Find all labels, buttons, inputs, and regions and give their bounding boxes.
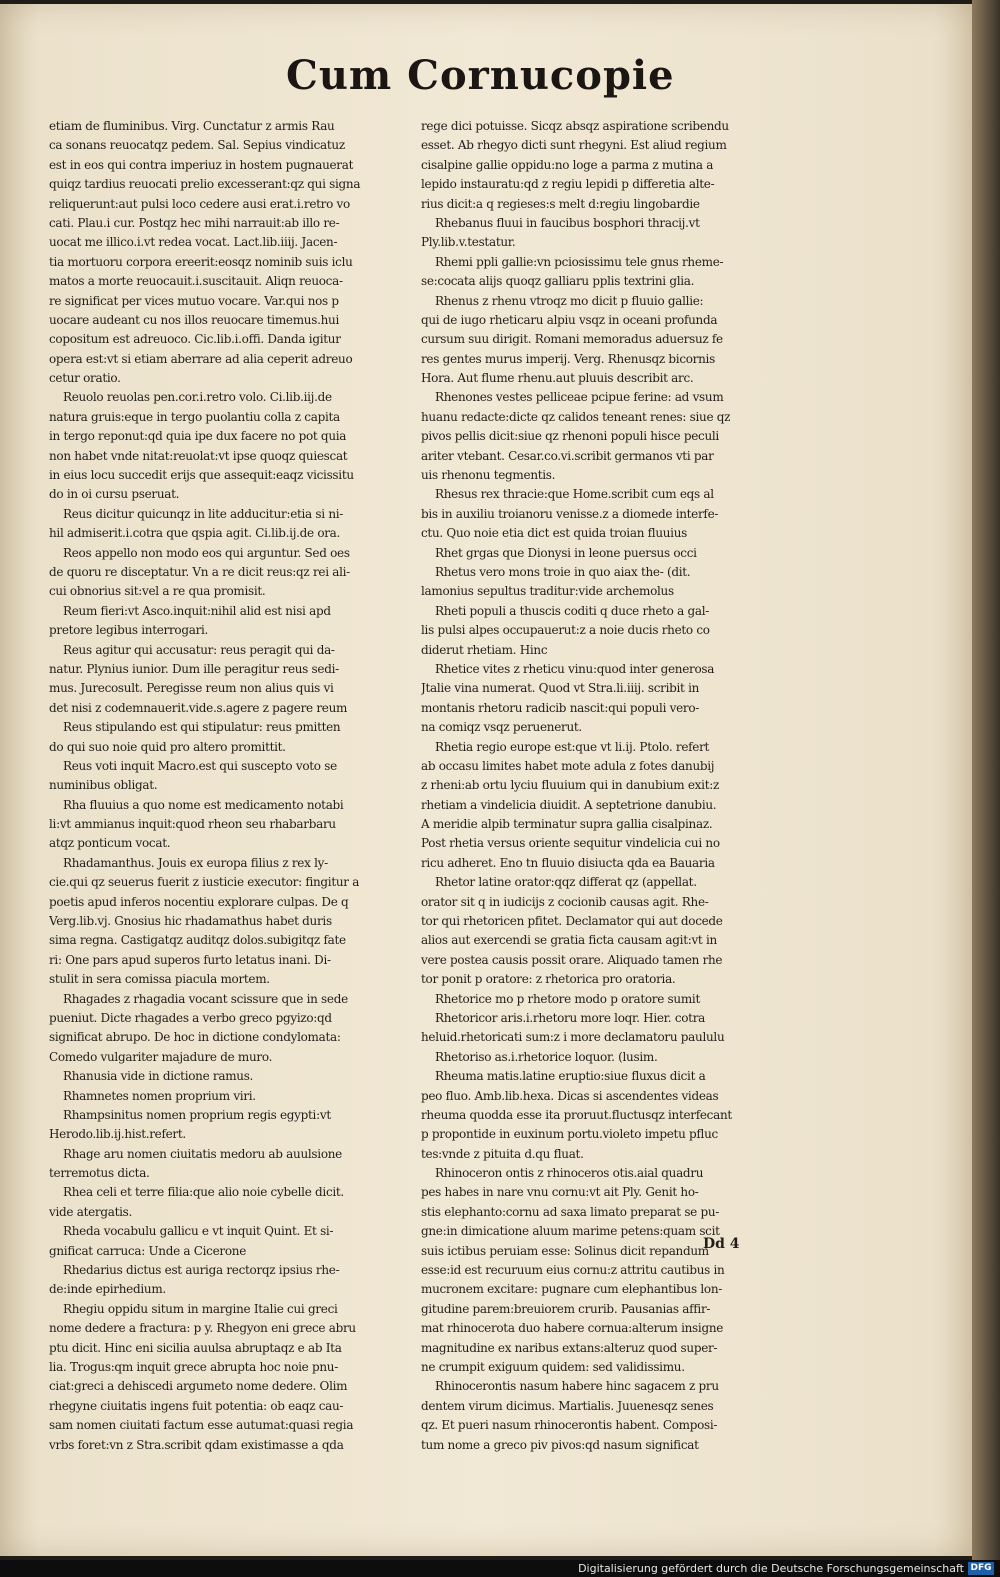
- text-line: lamonius sepultus traditur:vide archemolus: [421, 584, 674, 599]
- text-line: Reus dicitur quicunqz in lite adducitur:etia si ni-: [63, 506, 344, 521]
- text-line: cetur oratio.: [49, 371, 121, 386]
- text-line: re significat per vices mutuo vocare. Var.qui nos p: [49, 293, 339, 308]
- text-line: Rhage aru nomen ciuitatis medoru ab auulsione: [63, 1146, 342, 1161]
- text-line: A meridie alpib terminatur supra gallia cisalpinaz.: [421, 817, 713, 832]
- text-line: bis in auxiliu troianoru venisse.z a diomede interfe-: [421, 506, 719, 521]
- text-line: Rhadamanthus. Jouis ex europa filius z rex ly-: [63, 855, 328, 870]
- text-line: numinibus obligat.: [49, 778, 158, 793]
- text-line: Rhea celi et terre filia:que alio noie cybelle dicit.: [63, 1185, 344, 1200]
- text-line: Rhemi ppli gallie:vn pciosissimu tele gnus rheme-: [435, 254, 724, 269]
- text-line: huanu redacte:dicte qz calidos teneant renes: siue qz: [421, 409, 731, 424]
- text-line: sima regna. Castigatqz auditqz dolos.subigitqz fate: [49, 933, 346, 948]
- text-line: ab occasu limites habet mote adula z fotes danubij: [421, 758, 715, 773]
- text-line: pretore legibus interrogari.: [49, 623, 209, 638]
- text-line: Rhetice vites z rheticu vinu:quod inter generosa: [435, 661, 715, 676]
- text-line: vere postea causis possit orare. Aliquado tamen rhe: [421, 952, 723, 967]
- text-line: z rheni:ab ortu lyciu fluuium qui in danubium exit:z: [421, 778, 719, 793]
- text-line: ctu. Quo noie etia dict est quida troian fluuius: [421, 526, 687, 541]
- text-line: significat abrupo. De hoc in dictione condylomata:: [49, 1030, 341, 1045]
- text-line: heluid.rhetoricati sum:z i more declamatoru paululu: [421, 1030, 725, 1045]
- text-line: Rhetus vero mons troie in quo aiax the- (dit.: [435, 564, 691, 579]
- text-line: alios aut exercendi se gratia ficta causam agit:vt in: [421, 933, 717, 948]
- left-text-column: [49, 117, 401, 1455]
- text-line: tum nome a greco piv pivos:qd nasum significat: [421, 1437, 699, 1452]
- text-line: mat rhinocerota duo habere cornua:alterum insigne: [421, 1321, 724, 1336]
- text-line: do qui suo noie quid pro altero promittit.: [49, 739, 286, 754]
- running-head: Cum Cornucopie: [286, 52, 675, 99]
- text-line: in eius locu succedit erijs que assequit:eaqz vicissitu: [49, 468, 354, 483]
- funding-notice: Digitalisierung gefördert durch die Deutsche Forschungsgemeinschaft: [578, 1562, 964, 1575]
- text-line: ricu adheret. Eno tn fluuio disiucta qda ea Bauaria: [421, 855, 715, 870]
- text-line: Reos appello non modo eos qui arguntur. Sed oes: [63, 545, 350, 560]
- text-line: Rhet grgas que Dionysi in leone puersus occi: [435, 545, 697, 560]
- text-line: ciat:greci a dehiscedi argumeto nome dedere. Olim: [49, 1379, 348, 1394]
- text-line: natura gruis:eque in tergo puolantiu colla z capita: [49, 409, 340, 424]
- text-line: ne crumpit exiguum quidem: sed validissimu.: [421, 1360, 685, 1374]
- text-line: esse:id est recuruum eius cornu:z attritu cautibus in: [421, 1263, 725, 1278]
- text-line: peo fluo. Amb.lib.hexa. Dicas si ascendentes videas: [421, 1088, 719, 1103]
- text-line: tor qui rhetoricen pfitet. Declamator qui aut docede: [421, 914, 723, 929]
- text-line: Jtalie vina numerat. Quod vt Stra.li.iiij. scribit in: [421, 681, 700, 696]
- text-line: cui obnorius sit:vel a re qua promisit.: [49, 584, 266, 599]
- text-line: est in eos qui contra imperiuz in hostem pugnauerat: [49, 157, 354, 172]
- text-line: etiam de fluminibus. Virg. Cunctatur z armis Rau: [49, 119, 335, 133]
- text-line: dentem virum dicimus. Martialis. Juuenesqz senes: [421, 1398, 714, 1413]
- text-line: hil admiserit.i.cotra que qspia agit. Ci.lib.ij.de ora.: [49, 526, 341, 541]
- text-line: matos a morte reuocauit.i.suscitauit. Aliqn reuoca-: [49, 274, 343, 289]
- text-line: Rhegiu oppidu situm in margine Italie cui greci: [63, 1301, 338, 1316]
- text-line: Rhamnetes nomen proprium viri.: [63, 1088, 256, 1103]
- text-line: quiqz tardius reuocati prelio excesserant:qz qui signa: [49, 177, 361, 192]
- text-line: nome dedere a fractura: p y. Rhegyon eni grece abru: [49, 1321, 356, 1336]
- text-line: do in oi cursu pseruat.: [49, 487, 180, 502]
- text-line: Rhinocerontis nasum habere hinc sagacem z pru: [435, 1379, 719, 1394]
- text-line: copositum est adreuoco. Cic.lib.i.offi. Danda igitur: [49, 332, 341, 347]
- text-line: natur. Plynius iunior. Dum ille peragitur reus sedi-: [49, 661, 339, 676]
- text-line: pes habes in nare vnu cornu:vt ait Ply. Genit ho-: [421, 1185, 699, 1200]
- text-line: cati. Plau.i cur. Postqz hec mihi narrauit:ab illo re-: [49, 215, 340, 230]
- text-line: p propontide in euxinum portu.violeto impetu pfluc: [421, 1127, 718, 1142]
- text-line: pueniut. Dicte rhagades a verbo greco pgyizo:qd: [49, 1010, 332, 1025]
- text-line: Rhanusia vide in dictione ramus.: [63, 1069, 254, 1084]
- text-line: ariter vtebant. Cesar.co.vi.scribit germanos vti par: [421, 448, 714, 463]
- text-line: in tergo reponut:qd quia ipe dux facere no pot quia: [49, 429, 347, 444]
- text-line: res gentes murus imperij. Verg. Rhenusqz bicornis: [421, 351, 715, 366]
- text-line: ri: One pars apud superos furto letatus inani. Di-: [49, 952, 331, 967]
- text-line: lis pulsi alpes occupauerut:z a noie ducis rheto co: [421, 623, 710, 638]
- text-line: tor ponit p oratore: z rhetorica pro oratoria.: [421, 972, 676, 987]
- text-line: lepido instauratu:qd z regiu lepidi p differetia alte-: [421, 177, 715, 192]
- text-line: sam nomen ciuitati factum esse autumat:quasi regia: [49, 1418, 354, 1433]
- text-line: gitudine parem:breuiorem crurib. Pausanias affir-: [421, 1301, 711, 1316]
- text-line: Rhedarius dictus est auriga rectorqz ipsius rhe-: [63, 1263, 340, 1278]
- text-line: rege dici potuisse. Sicqz absqz aspiratione scribendu: [421, 119, 729, 133]
- text-line: Reus voti inquit Macro.est qui suscepto voto se: [63, 758, 337, 773]
- text-line: Rhetoriso as.i.rhetorice loquor. (lusim.: [435, 1049, 658, 1064]
- text-line: mus. Jurecosult. Peregisse reum non alius quis vi: [49, 681, 334, 696]
- text-line: Rheti populi a thuscis coditi q duce rheto a gal-: [435, 603, 709, 618]
- text-line: suis ictibus peruiam esse: Solinus dicit repandum: [421, 1243, 709, 1258]
- text-line: tes:vnde z pituita d.qu fluat.: [421, 1146, 584, 1161]
- text-line: Rhebanus fluui in faucibus bosphori thracij.vt: [435, 215, 700, 230]
- text-line: stulit in sera comissa piacula mortem.: [49, 972, 270, 987]
- text-line: lia. Trogus:qm inquit grece abrupta hoc noie pnu-: [49, 1360, 338, 1374]
- text-line: atqz ponticum vocat.: [49, 836, 171, 851]
- text-line: tia mortuoru corpora ereerit:eosqz nominib suis iclu: [49, 254, 353, 269]
- signature-mark: Dd 4: [703, 1236, 740, 1252]
- text-line: uis rhenonu tegmentis.: [421, 468, 556, 483]
- text-line: Rha fluuius a quo nome est medicamento notabi: [63, 797, 344, 812]
- text-line: Reuolo reuolas pen.cor.i.retro volo. Ci.lib.iij.de: [63, 390, 332, 405]
- text-line: Rheda vocabulu gallicu e vt inquit Quint. Et si-: [63, 1224, 334, 1239]
- text-line: cisalpine gallie oppidu:no loge a parma z mutina a: [421, 157, 714, 172]
- text-line: Rhetorice mo p rhetore modo p oratore sumit: [435, 991, 700, 1006]
- text-line: Rhenus z rhenu vtroqz mo dicit p fluuio gallie:: [435, 293, 704, 308]
- text-line: Ply.lib.v.testatur.: [421, 235, 516, 250]
- text-line: Post rhetia versus oriente sequitur vindelicia cui no: [421, 836, 720, 851]
- text-line: Rhinoceron ontis z rhinoceros otis.aial quadru: [435, 1166, 704, 1181]
- text-line: rheuma quodda esse ita proruut.fluctusqz interfecant: [421, 1107, 732, 1122]
- text-line: Reus stipulando est qui stipulatur: reus pmitten: [63, 720, 341, 735]
- text-line: Rhetor latine orator:qqz differat qz (appellat.: [435, 875, 697, 890]
- text-line: Rhampsinitus nomen proprium regis egypti:vt: [63, 1107, 331, 1122]
- text-line: det nisi z codemnauerit.vide.s.agere z pagere reum: [49, 700, 348, 715]
- text-line: vrbs foret:vn z Stra.scribit qdam existimasse a qda: [49, 1437, 344, 1452]
- text-line: de quoru re disceptatur. Vn a re dicit reus:qz rei ali-: [49, 564, 350, 579]
- text-line: qz. Et pueri nasum rhinocerontis habent. Composi-: [421, 1418, 718, 1433]
- text-line: vide atergatis.: [49, 1204, 132, 1219]
- text-line: na comiqz vsqz peruenerut.: [421, 720, 582, 735]
- text-line: se:cocata alijs quoqz galliaru pplis textrini glia.: [421, 274, 695, 289]
- text-line: Comedo vulgariter majadure de muro.: [49, 1049, 273, 1064]
- text-line: esset. Ab rhegyo dicti sunt rhegyni. Est aliud regium: [421, 138, 727, 153]
- text-line: non habet vnde nitat:reuolat:vt ipse quoqz quiescat: [49, 448, 348, 463]
- text-line: cie.qui qz seuerus fuerit z iusticie executor: fingitur a: [49, 875, 360, 890]
- text-line: Rhesus rex thracie:que Home.scribit cum eqs al: [435, 487, 714, 502]
- page-edge-shadow: [972, 0, 1000, 1560]
- text-line: rhetiam a vindelicia diuidit. A septetrione danubiu.: [421, 797, 717, 812]
- text-line: poetis apud inferos nocentiu explorare culpas. De q: [49, 894, 349, 909]
- text-line: uocare audeant cu nos illos reuocare timemus.hui: [49, 312, 340, 327]
- text-line: Rhetoricor aris.i.rhetoru more loqr. Hier. cotra: [435, 1010, 705, 1025]
- text-line: ptu dicit. Hinc eni sicilia auulsa abruptaqz e ab Ita: [49, 1340, 342, 1355]
- text-line: ca sonans reuocatqz pedem. Sal. Sepius vindicatuz: [49, 138, 345, 153]
- text-line: Reum fieri:vt Asco.inquit:nihil alid est nisi apd: [63, 603, 331, 618]
- text-line: orator sit q in iudicijs z cocionib causas agit. Rhe-: [421, 894, 709, 909]
- text-line: gne:in dimicatione aluum marime petens:quam scit: [421, 1224, 720, 1239]
- text-line: Reus agitur qui accusatur: reus peragit qui da-: [63, 642, 335, 657]
- text-line: terremotus dicta.: [49, 1166, 150, 1181]
- text-line: gnificat carruca: Unde a Cicerone: [49, 1243, 246, 1258]
- text-line: Rheuma matis.latine eruptio:siue fluxus dicit a: [435, 1069, 706, 1084]
- dfg-logo: DFG: [968, 1562, 994, 1575]
- text-line: rhegyne ciuitatis ingens fuit potentia: ob eaqz cau-: [49, 1398, 344, 1413]
- text-line: opera est:vt si etiam aberrare ad alia ceperit adreuo: [49, 351, 353, 366]
- text-line: pivos pellis dicit:siue qz rhenoni populi hisce peculi: [421, 429, 719, 444]
- text-line: Rhagades z rhagadia vocant scissure que in sede: [63, 991, 348, 1006]
- text-line: Verg.lib.vj. Gnosius hic rhadamathus habet duris: [49, 914, 332, 929]
- text-line: Hora. Aut flume rhenu.aut pluuis describit arc.: [421, 371, 694, 386]
- text-line: Rhenones vestes pelliceae pcipue ferine: ad vsum: [435, 390, 724, 405]
- text-line: rius dicit:a q regieses:s melt d:regiu lingobardie: [421, 196, 700, 211]
- text-line: diderut rhetiam. Hinc: [421, 642, 548, 657]
- text-line: uocat me illico.i.vt redea vocat. Lact.lib.iiij. Jacen-: [49, 235, 338, 250]
- text-line: de:inde epirhedium.: [49, 1282, 166, 1297]
- text-line: reliquerunt:aut pulsi loco cedere ausi erat.i.retro vo: [49, 196, 350, 211]
- text-line: Rhetia regio europe est:que vt li.ij. Ptolo. refert: [435, 739, 710, 754]
- text-line: Herodo.lib.ij.hist.refert.: [49, 1127, 186, 1142]
- text-line: magnitudine ex naribus extans:alteruz quod super-: [421, 1340, 718, 1355]
- text-line: li:vt ammianus inquit:quod rheon seu rhabarbaru: [49, 817, 336, 832]
- text-line: cursum suu dirigit. Romani memoradus aduersuz fe: [421, 332, 723, 347]
- text-line: qui de iugo rheticaru alpiu vsqz in oceani profunda: [421, 312, 718, 327]
- text-line: montanis rhetoru radicib nascit:qui populi vero-: [421, 700, 700, 715]
- text-line: mucronem excitare: pugnare cum elephantibus lon-: [421, 1282, 723, 1297]
- text-line: stis elephanto:cornu ad saxa limato preparat se pu-: [421, 1204, 720, 1219]
